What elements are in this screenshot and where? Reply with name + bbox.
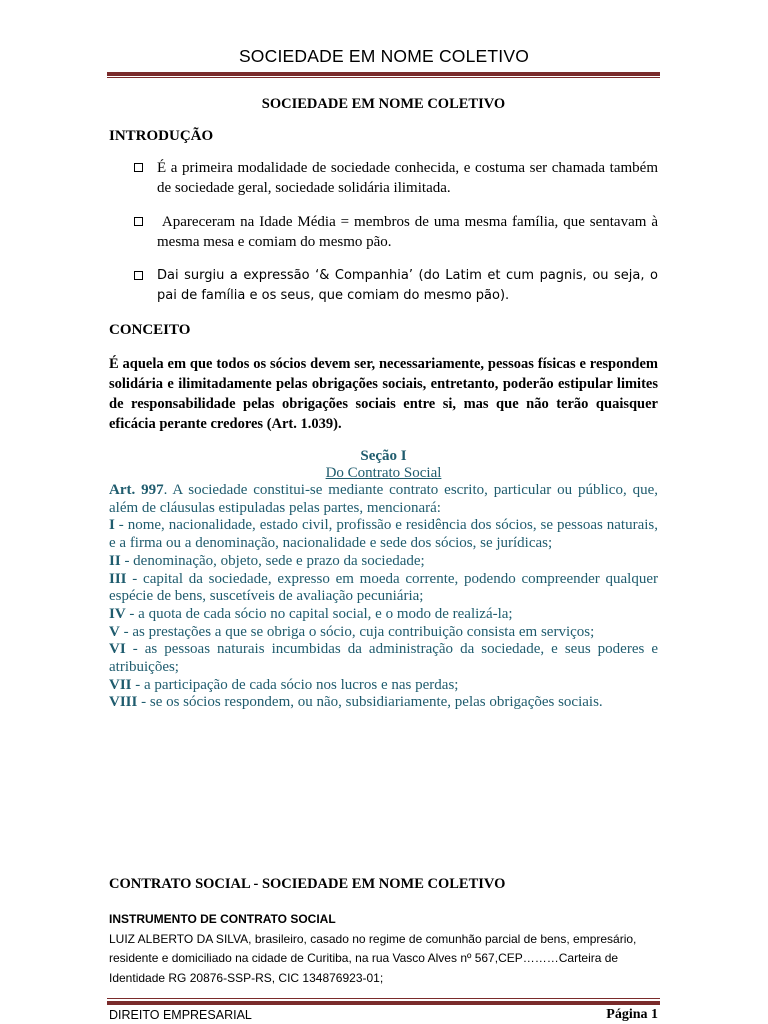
footer-course: DIREITO EMPRESARIAL (109, 1008, 252, 1022)
bullet-text: Apareceram na Idade Média = membros de uma mesma família, que sentavam à mesma mesa e comiam do mesmo pão. (157, 214, 658, 250)
contract-title: CONTRATO SOCIAL - SOCIEDADE EM NOME COLETIVO (109, 876, 506, 892)
intro-heading: INTRODUÇÃO (109, 128, 214, 144)
instrument-text: LUIZ ALBERTO DA SILVA, brasileiro, casado no regime de comunhão parcial de bens, empresário, residente e domiciliado na cidade de Curitiba, na rua Vasco Alves nº 567,CEP………Carteira de Identidade RG 20876-SSP-RS, CIC 134876923-01; (109, 931, 637, 985)
article-item (109, 571, 658, 606)
footer-rule-thin (107, 998, 660, 999)
item-text: - as prestações a que se obriga o sócio, cuja contribuição consista em serviços; (119, 623, 595, 640)
article-item (109, 677, 658, 695)
article-item (109, 517, 658, 552)
article-997 (109, 482, 658, 517)
item-numeral: IV (109, 605, 126, 622)
concept-text: É aquela em que todos os sócios devem ser, necessariamente, pessoas físicas e respondem solidária e ilimitadamente pelas obrigações sociais, entretanto, poderão estipular limites de responsabilidade pelas obrigações sociais entre si, mas que não terão quaisquer eficácia perante credores (Art. 1.039). (109, 356, 658, 432)
item-numeral: I (109, 517, 115, 534)
article-items (109, 517, 658, 712)
article-item (109, 624, 658, 642)
intro-bullet-2 (109, 212, 658, 252)
item-text: - denominação, objeto, sede e prazo da sociedade; (120, 552, 425, 569)
page-header: SOCIEDADE EM NOME COLETIVO (238, 46, 530, 66)
header-rule-thin (107, 77, 660, 78)
item-text: - se os sócios respondem, ou não, subsidiariamente, pelas obrigações sociais. (137, 694, 603, 711)
document-body (109, 94, 658, 712)
header-rule-thick (107, 72, 660, 76)
article-label: Art. 997 (109, 482, 164, 498)
item-numeral: II (109, 552, 121, 569)
intro-bullet-1 (109, 158, 658, 198)
section-subtitle: Do Contrato Social (325, 465, 442, 481)
instrument-title: INSTRUMENTO DE CONTRATO SOCIAL (109, 912, 336, 926)
document-title: SOCIEDADE EM NOME COLETIVO (261, 96, 506, 112)
item-numeral: VI (109, 641, 126, 658)
checkbox-bullet-icon (134, 163, 143, 172)
article-item (109, 641, 658, 676)
item-text: - nome, nacionalidade, estado civil, profissão e residência dos sócios, se pessoas naturais, e a firma ou a denominação, nacionalidade e sede dos sócios, se jurídicas; (109, 517, 658, 552)
checkbox-bullet-icon (134, 271, 143, 280)
item-numeral: III (109, 570, 127, 587)
item-numeral: VIII (109, 694, 138, 711)
bullet-text: É a primeira modalidade de sociedade conhecida, e costuma ser chamada também de sociedade geral, sociedade solidária ilimitada. (157, 160, 658, 196)
checkbox-bullet-icon (134, 217, 143, 226)
contract-instrument (109, 910, 669, 988)
section-title: Seção I (360, 448, 407, 464)
article-item (109, 606, 658, 624)
page-number: Página 1 (606, 1007, 658, 1022)
article-item (109, 553, 658, 571)
intro-bullet-3 (109, 266, 658, 306)
item-numeral: VII (109, 676, 132, 693)
article-text: . A sociedade constitui-se mediante contrato escrito, particular ou público, que, além de cláusulas estipuladas pelas partes, mencionará: (109, 482, 658, 516)
item-text: - as pessoas naturais incumbidas da administração da sociedade, e seus poderes e atribuições; (109, 641, 658, 676)
bullet-text: Dai surgiu a expressão ‘& Companhia’ (do Latim et cum pagnis, ou seja, o pai de família e os seus, que comiam do mesmo pão). (157, 268, 658, 303)
item-text: - a quota de cada sócio no capital social, e o modo de realizá-la; (125, 605, 513, 622)
item-numeral: V (109, 623, 120, 640)
item-text: - capital da sociedade, expresso em moeda corrente, podendo compreender qualquer espécie de bens, suscetíveis de avaliação pecuniária; (109, 570, 658, 605)
item-text: - a participação de cada sócio nos lucros e nas perdas; (131, 676, 459, 693)
article-item (109, 694, 658, 712)
concept-heading: CONCEITO (109, 322, 191, 338)
footer-rule-thick (107, 1001, 660, 1005)
